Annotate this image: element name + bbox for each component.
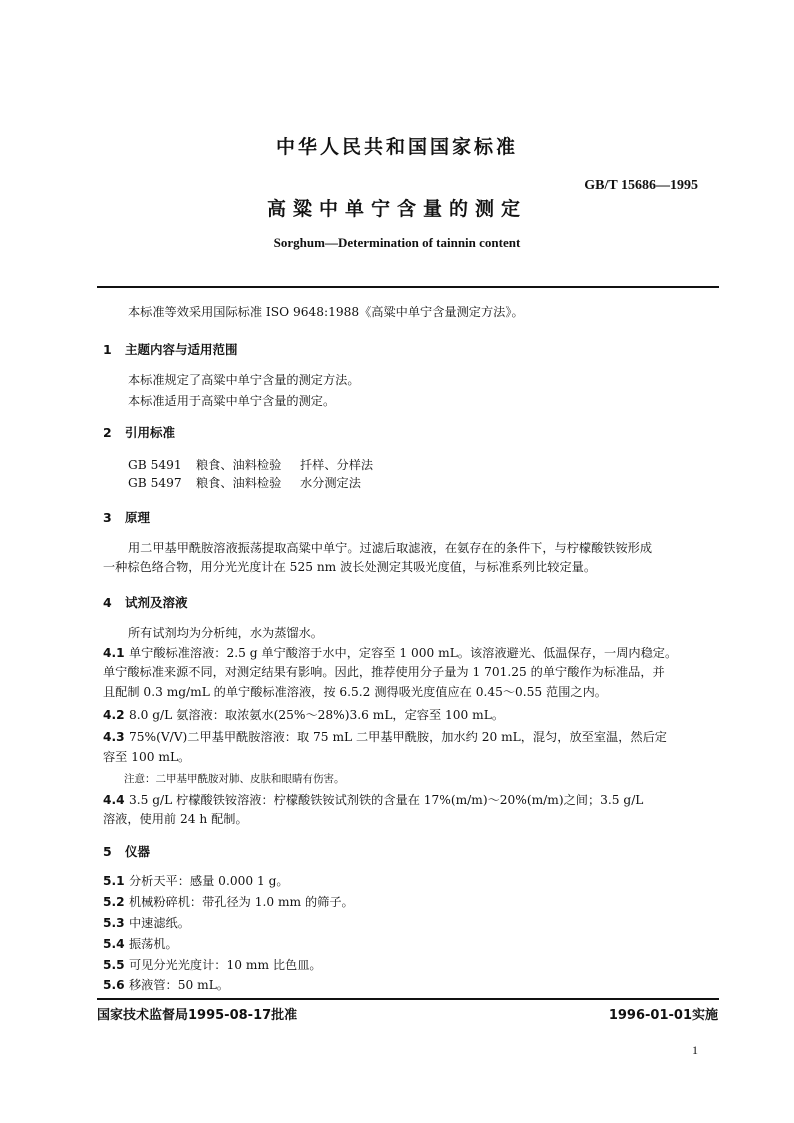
document-title: 高粱中单宁含量的测定 <box>266 198 527 220</box>
clause-number: 5.2 <box>103 895 125 909</box>
clause-number: 5.6 <box>103 978 125 992</box>
clause-number: 4.1 <box>103 646 125 660</box>
section-2-heading <box>103 423 175 441</box>
section-1-paragraph-2: 本标准适用于高粱中单宁含量的测定。 <box>128 394 336 408</box>
clause-4-4-line-1 <box>103 791 643 810</box>
reference-code: GB 5491 <box>128 458 182 472</box>
section-title: 原理 <box>125 510 151 525</box>
clause-number: 4.4 <box>103 793 125 807</box>
reference-category: 粮食、油料检验 <box>196 476 282 490</box>
clause-4-3-line-2: 容至 100 mL。 <box>103 750 191 764</box>
section-number: 3 <box>103 510 112 525</box>
section-number: 5 <box>103 844 112 859</box>
approval-line: 国家技术监督局1995-08-17批准 <box>97 1008 298 1023</box>
clause-number: 5.5 <box>103 958 125 972</box>
section-title: 引用标准 <box>125 425 176 440</box>
clause-text: 8.0 g/L 氨溶液：取浓氨水(25%～28%)3.6 mL，定容至 100 mL。 <box>129 708 505 722</box>
clause-text: 中速滤纸。 <box>129 916 190 930</box>
safety-note: 注意：二甲基甲酰胺对肺、皮肤和眼睛有伤害。 <box>124 773 345 785</box>
section-number: 4 <box>103 595 112 610</box>
clause-text: 分析天平：感量 0.000 1 g。 <box>129 874 289 888</box>
section-number: 1 <box>103 342 112 357</box>
instrument-item <box>103 893 354 912</box>
implementation-date: 1996-01-01实施 <box>608 1008 718 1023</box>
clause-text: 75%(V/V)二甲基甲酰胺溶液：取 75 mL 二甲基甲酰胺，加水约 20 mL，混匀，放至室温，然后定 <box>129 730 667 744</box>
clause-4-4-line-2: 溶液，使用前 24 h 配制。 <box>103 812 248 826</box>
principle-line-2: 一种棕色络合物，用分光光度计在 525 nm 波长处测定其吸光度值，与标准系列比较定量。 <box>103 560 597 574</box>
instrument-item <box>103 976 229 995</box>
reference-category: 粮食、油料检验 <box>196 458 282 472</box>
section-title: 试剂及溶液 <box>125 595 188 610</box>
section-1-heading <box>103 340 238 358</box>
intro-paragraph: 本标准等效采用国际标准 ISO 9648:1988《高粱中单宁含量测定方法》。 <box>128 305 524 319</box>
clause-text: 振荡机。 <box>129 937 178 951</box>
bottom-divider <box>97 998 719 1000</box>
reference-code: GB 5497 <box>128 476 182 490</box>
clause-number: 5.3 <box>103 916 125 930</box>
clause-4-3-line-1 <box>103 728 667 747</box>
section-3-heading <box>103 508 150 526</box>
section-title: 主题内容与适用范围 <box>125 342 238 357</box>
top-divider <box>97 286 719 288</box>
reference-row <box>128 456 373 475</box>
reagents-intro: 所有试剂均为分析纯，水为蒸馏水。 <box>128 626 323 640</box>
section-5-heading <box>103 842 150 860</box>
instrument-item <box>103 956 322 975</box>
english-subtitle: Sorghum—Determination of tainnin content <box>273 235 521 250</box>
clause-text: 单宁酸标准溶液：2.5 g 单宁酸溶于水中，定容至 1 000 mL。该溶液避光、低温保存，一周内稳定。 <box>129 646 678 660</box>
clause-4-1-line-1 <box>103 644 677 663</box>
section-1-paragraph-1: 本标准规定了高粱中单宁含量的测定方法。 <box>128 373 360 387</box>
clause-text: 机械粉碎机：带孔径为 1.0 mm 的筛子。 <box>129 895 354 909</box>
reference-name: 水分测定法 <box>300 476 361 490</box>
national-standard-heading: 中华人民共和国国家标准 <box>275 136 518 158</box>
principle-line-1: 用二甲基甲酰胺溶液振荡提取高粱中单宁。过滤后取滤液，在氨存在的条件下，与柠檬酸铁铵形成 <box>128 541 653 555</box>
instrument-item <box>103 914 190 933</box>
clause-text: 可见分光光度计：10 mm 比色皿。 <box>129 958 322 972</box>
clause-text: 3.5 g/L 柠檬酸铁铵溶液：柠檬酸铁铵试剂铁的含量在 17%(m/m)～20%(m/m)之间；3.5 g/L <box>129 793 644 807</box>
clause-number: 4.2 <box>103 708 125 722</box>
clause-4-2 <box>103 706 504 725</box>
clause-4-1-line-2: 单宁酸标准来源不同，对测定结果有影响。因此，推荐使用分子量为 1 701.25 的单宁酸作为标准品，并 <box>103 665 665 679</box>
clause-number: 4.3 <box>103 730 125 744</box>
clause-number: 5.4 <box>103 937 125 951</box>
instrument-item <box>103 872 289 891</box>
instrument-item <box>103 935 178 954</box>
reference-name: 扦样、分样法 <box>300 458 374 472</box>
page-number: 1 <box>692 1043 698 1057</box>
reference-row <box>128 474 361 493</box>
section-title: 仪器 <box>125 844 151 859</box>
section-number: 2 <box>103 425 112 440</box>
section-4-heading <box>103 593 188 611</box>
standard-code: GB/T 15686—1995 <box>584 178 698 193</box>
clause-text: 移液管：50 mL。 <box>129 978 229 992</box>
clause-number: 5.1 <box>103 874 125 888</box>
clause-4-1-line-3: 且配制 0.3 mg/mL 的单宁酸标准溶液，按 6.5.2 测得吸光度值应在 0.45～0.55 范围之内。 <box>103 685 607 699</box>
